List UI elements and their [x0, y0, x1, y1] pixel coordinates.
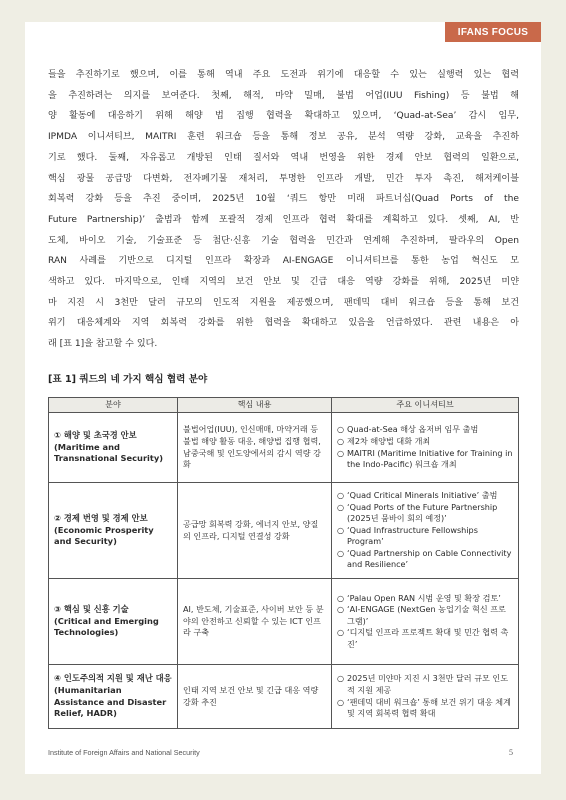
body-line: RAN 사례를 기반으로 디지털 인프라 확장과 AI-ENGAGE 이니셔티브를 통한 농업 혁신도 모 [48, 256, 519, 267]
bullet-icon: ○ [337, 501, 345, 512]
area-name-en: (Maritime and Transnational Security) [54, 441, 164, 464]
body-paragraph [48, 65, 519, 355]
cooperation-table [48, 397, 519, 729]
table-row [49, 483, 519, 579]
area-cell [49, 483, 178, 579]
body-line: 마 지진 시 3천만 달러 규모의 인도적 지원을 제공했으며, 팬데믹 대비 워크숍 등을 통해 보건 [48, 297, 519, 308]
bullet-icon: ○ [337, 604, 345, 615]
body-line: 양 활동에 대응하기 위해 해양 법 집행 협력을 확대하고 있으며, ‘Quad-at-Sea’ 감시 임무, [48, 111, 519, 122]
table-row [49, 665, 519, 729]
area-name-en: (Humanitarian Assistance and Disaster Relief, HADR) [54, 684, 167, 719]
content-cell: AI, 반도체, 기술표준, 사이버 보안 등 분야의 안전하고 신뢰할 수 있는 ICT 인프라 구축 [178, 579, 332, 665]
initiative-item: ○ ‘AI-ENGAGE (NextGen 농업기술 혁신 프로그램)’ [337, 604, 506, 626]
table-row [49, 413, 519, 483]
initiative-item: ○ 2025년 미얀마 지진 시 3천만 달러 규모 인도적 지원 제공 [337, 673, 509, 695]
initiatives-cell [332, 413, 519, 483]
bullet-icon: ○ [337, 592, 345, 603]
table-header-row [49, 398, 519, 413]
initiative-item: ○ ‘Quad Critical Minerals Initiative’ 출범 [337, 489, 498, 500]
initiatives-cell [332, 483, 519, 579]
bullet-icon: ○ [337, 627, 345, 638]
column-header-initiatives: 주요 이니셔티브 [332, 398, 519, 413]
content-cell: 인태 지역 보건 안보 및 긴급 대응 역량 강화 추진 [178, 665, 332, 729]
table-title: [표 1] 쿼드의 네 가지 핵심 협력 분야 [48, 374, 208, 385]
page-number: 5 [509, 748, 513, 757]
initiative-item: ○ MAITRI (Maritime Initiative for Training in the Indo-Pacific) 워크숍 개최 [337, 447, 513, 470]
initiative-item: ○ 제2차 해양법 대화 개최 [337, 435, 431, 446]
initiative-item: ○ ‘Quad Partnership on Cable Connectivity and Resilience’ [337, 547, 512, 570]
body-line: 들을 추진하기로 했으며, 이를 통해 역내 주요 도전과 위기에 대응할 수 있는 실행력 있는 협력 [48, 70, 519, 80]
column-header-content: 핵심 내용 [178, 398, 332, 413]
area-name-ko: ③ 핵심 및 신흥 기술 [54, 604, 129, 615]
initiative-item: ○ ‘팬데믹 대비 워크숍’ 통해 보건 위기 대응 체계 및 지역 회복력 협력 확대 [337, 696, 511, 719]
bullet-icon: ○ [337, 424, 345, 435]
bullet-icon: ○ [337, 673, 345, 684]
publication-badge: IFANS FOCUS [445, 22, 541, 42]
initiative-item: ○ ‘디지털 인프라 프로젝트 확대 및 민간 협력 촉진’ [337, 627, 509, 649]
area-name-ko: ① 해양 및 초국경 안보 [54, 430, 137, 441]
bullet-icon: ○ [337, 435, 345, 446]
bullet-icon: ○ [337, 447, 345, 458]
bullet-icon: ○ [337, 547, 345, 558]
initiative-item: ○ ‘Quad Infrastructure Fellowships Program’ [337, 524, 478, 547]
initiatives-cell [332, 665, 519, 729]
area-name-en: (Economic Prosperity and Security) [54, 524, 154, 547]
area-cell [49, 665, 178, 729]
body-line: Future Partnership)’ 출범과 함께 포괄적 경제 인프라 협력 확대를 계획하고 있다. 셋째, AI, 반 [48, 214, 519, 225]
initiatives-cell [332, 579, 519, 665]
area-cell [49, 579, 178, 665]
bullet-icon: ○ [337, 489, 345, 500]
body-line: 도체, 바이오 기술, 기술표준 등 첨단·신흥 기술 협력을 민간과 연계해 추진하며, 팔라우의 Open [48, 235, 519, 246]
body-line: 을 추진하려는 의지를 보여준다. 첫째, 해적, 마약 밀매, 불법 어업(IUU Fishing) 등 불법 해 [48, 90, 519, 101]
area-name-en: (Critical and Emerging Technologies) [54, 615, 159, 638]
table-row [49, 579, 519, 665]
initiative-item: ○ ‘Palau Open RAN 시범 운영 및 확장 검토’ [337, 592, 501, 603]
area-cell [49, 413, 178, 483]
body-line: IPMDA 이니셔티브, MAITRI 훈련 워크숍 등을 통해 정보 공유, 분석 역량 강화, 교육을 추진하 [48, 132, 519, 143]
body-line: 색하고 있다. 마지막으로, 인태 지역의 보건 안보 및 긴급 대응 역량 강화를 위해, 2025년 미얀 [48, 277, 519, 288]
column-header-area: 분야 [49, 398, 178, 413]
content-cell: 공급망 회복력 강화, 에너지 안보, 양질의 인프라, 디지털 연결성 강화 [178, 483, 332, 579]
document-page [25, 22, 541, 774]
area-name-ko: ② 경제 번영 및 경제 안보 [54, 513, 148, 524]
initiative-item: ○ Quad-at-Sea 해상 옵저버 임무 출범 [337, 424, 479, 435]
content-cell: 불법어업(IUU), 인신매매, 마약거래 등 불법 해양 활동 대응, 해양법 집행 협력, 남중국해 및 인도양에서의 감시 역량 강화 [178, 413, 332, 483]
body-line: 기로 했다. 둘째, 자유롭고 개방된 인태 질서와 역내 번영을 위한 경제 안보 협력의 일환으로, [48, 152, 519, 163]
area-name-ko: ④ 인도주의적 지원 및 재난 대응 [54, 673, 172, 684]
body-line: 회복력 강화 등을 추진 중이며, 2025년 10월 ‘쿼드 항만 미래 파트너십(Quad Ports of the [48, 194, 519, 205]
initiative-item: ○ ‘Quad Ports of the Future Partnership (2025년 뭄바이 회의 예정)’ [337, 501, 498, 524]
body-line: 래 [표 1]을 참고할 수 있다. [48, 339, 158, 350]
footer-institute: Institute of Foreign Affairs and National Security [48, 748, 200, 757]
bullet-icon: ○ [337, 696, 345, 707]
body-line: 위기 대응체계와 지역 회복력 강화를 위한 협력을 확대하고 있음을 언급하였다. 관련 내용은 아 [48, 318, 519, 329]
bullet-icon: ○ [337, 524, 345, 535]
body-line: 핵심 광물 공급망 다변화, 전자폐기물 재처리, 투명한 인프라 개발, 민간 투자 촉진, 해저케이블 [48, 173, 519, 184]
